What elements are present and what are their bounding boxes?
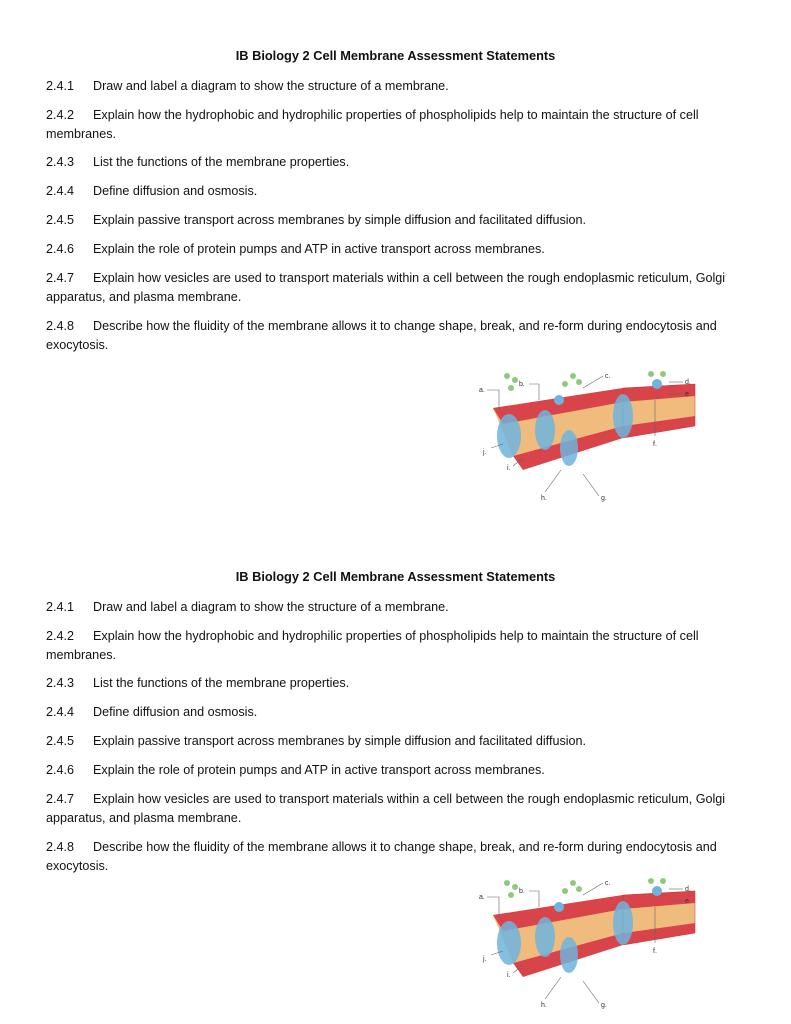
diagram-label-h: h. [541, 495, 547, 502]
statement-2-4-3 [46, 153, 752, 172]
statement-text: List the functions of the membrane properties. [93, 155, 350, 169]
statement-2-4-2 [46, 627, 752, 664]
page-title: IB Biology 2 Cell Membrane Assessment Statements [235, 48, 556, 63]
statement-2-4-8 [46, 838, 752, 875]
statement-text: Draw and label a diagram to show the structure of a membrane. [93, 600, 449, 614]
page-title: IB Biology 2 Cell Membrane Assessment Statements [235, 569, 556, 584]
diagram-label-j: j. [483, 956, 487, 963]
statement-2-4-5 [46, 732, 752, 751]
statement-number: 2.4.8 [46, 840, 75, 854]
diagram-label-a: a. [479, 387, 485, 394]
diagram-label-f: f. [653, 441, 657, 448]
statement-number: 2.4.3 [46, 676, 75, 690]
statement-number: 2.4.5 [46, 734, 75, 748]
statement-2-4-6 [46, 761, 752, 780]
diagram-label-b: b. [519, 381, 525, 388]
statement-text: Explain the role of protein pumps and ATP in active transport across membranes. [93, 763, 545, 777]
membrane-diagram [473, 873, 703, 1018]
diagram-label-h: h. [541, 1002, 547, 1009]
statement-2-4-4 [46, 703, 752, 722]
diagram-label-j: j. [483, 449, 487, 456]
statement-number: 2.4.8 [46, 319, 75, 333]
statement-2-4-2 [46, 106, 752, 143]
statement-text: List the functions of the membrane properties. [93, 676, 350, 690]
statement-number: 2.4.2 [46, 108, 75, 122]
diagram-label-e: e. [685, 898, 691, 905]
diagram-label-a: a. [479, 894, 485, 901]
statement-number: 2.4.1 [46, 79, 75, 93]
statement-number: 2.4.6 [46, 242, 75, 256]
statement-number: 2.4.5 [46, 213, 75, 227]
statement-text: Describe how the fluidity of the membrane allows it to change shape, break, and re-form during endocytosis and exocytosis. [46, 319, 717, 352]
statement-text: Define diffusion and osmosis. [93, 705, 258, 719]
statement-2-4-7 [46, 790, 752, 827]
statement-number: 2.4.1 [46, 600, 75, 614]
statement-2-4-7 [46, 269, 752, 306]
diagram-label-g: g. [601, 495, 607, 502]
statement-number: 2.4.4 [46, 184, 75, 198]
statement-2-4-8 [46, 317, 752, 354]
statement-text: Explain the role of protein pumps and ATP in active transport across membranes. [93, 242, 545, 256]
diagram-label-i: i. [507, 465, 511, 472]
diagram-label-g: g. [601, 1002, 607, 1009]
statement-text: Explain passive transport across membranes by simple diffusion and facilitated diffusion. [93, 734, 587, 748]
statement-2-4-1 [46, 77, 752, 96]
diagram-label-e: e. [685, 391, 691, 398]
statement-2-4-6 [46, 240, 752, 259]
membrane-bilayer [493, 384, 695, 470]
membrane-bilayer [493, 891, 695, 977]
statement-2-4-5 [46, 211, 752, 230]
statement-2-4-3 [46, 674, 752, 693]
statement-number: 2.4.3 [46, 155, 75, 169]
diagram-label-i: i. [507, 972, 511, 979]
statement-text: Explain how the hydrophobic and hydrophilic properties of phospholipids help to maintain the structure of cell membranes. [46, 108, 699, 141]
statement-number: 2.4.7 [46, 792, 75, 806]
diagram-label-f: f. [653, 948, 657, 955]
statement-text: Explain how vesicles are used to transport materials within a cell between the rough endoplasmic reticulum, Golgi apparatus, and plasma membrane. [46, 271, 726, 304]
diagram-label-c: c. [605, 373, 611, 380]
diagram-label-d: d. [685, 379, 691, 386]
statement-2-4-1 [46, 598, 752, 617]
statement-number: 2.4.6 [46, 763, 75, 777]
statement-text: Draw and label a diagram to show the structure of a membrane. [93, 79, 449, 93]
statement-number: 2.4.4 [46, 705, 75, 719]
diagram-label-b: b. [519, 888, 525, 895]
statement-text: Define diffusion and osmosis. [93, 184, 258, 198]
statement-text: Explain how the hydrophobic and hydrophilic properties of phospholipids help to maintain the structure of cell membranes. [46, 629, 699, 662]
statement-number: 2.4.2 [46, 629, 75, 643]
statement-text: Explain passive transport across membranes by simple diffusion and facilitated diffusion. [93, 213, 587, 227]
statement-number: 2.4.7 [46, 271, 75, 285]
statement-text: Explain how vesicles are used to transport materials within a cell between the rough endoplasmic reticulum, Golgi apparatus, and plasma membrane. [46, 792, 726, 825]
statement-2-4-4 [46, 182, 752, 201]
membrane-diagram [473, 366, 703, 511]
diagram-label-c: c. [605, 880, 611, 887]
diagram-label-d: d. [685, 886, 691, 893]
statement-text: Describe how the fluidity of the membrane allows it to change shape, break, and re-form during endocytosis and exocytosis. [46, 840, 717, 873]
